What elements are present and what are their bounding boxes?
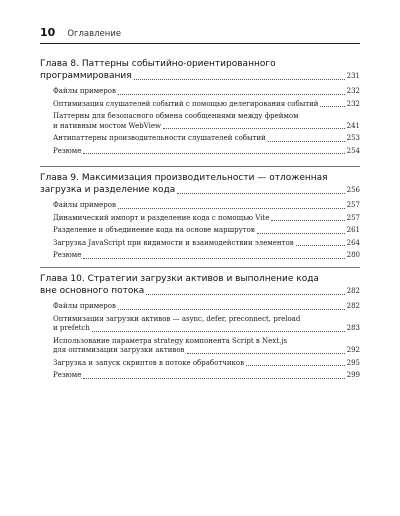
toc-entry[interactable] [53,359,360,369]
entry-title-line: Загрузка JavaScript при видимости и взаимодействии элементов [53,238,294,247]
toc-entry[interactable] [53,100,360,110]
chapter-page-number: 256 [346,186,360,194]
chapter-title-line: Глава 8. Паттерны событийно-ориентированного [40,59,276,69]
chapter-divider [40,267,360,268]
entry-title-line: и prefetch [53,324,90,332]
entry-page-number: 232 [346,99,360,108]
entry-page-number: 295 [346,358,360,367]
chapter-entries [53,87,360,156]
chapter-heading[interactable] [40,273,360,297]
chapter-title-line: вне основного потока [40,286,145,296]
toc-entry[interactable] [53,147,360,157]
dot-leader [296,245,345,246]
dot-leader [257,233,345,234]
dot-leader [146,294,344,295]
dot-leader [177,193,344,194]
entry-page-number: 282 [346,302,360,310]
toc-entry[interactable] [53,134,360,144]
header-rule [40,43,360,44]
entry-title-line: Разделение и объединение кода на основе маршрутов [53,226,255,234]
entry-title-line: Файлы примеров [53,302,116,310]
toc-entry[interactable] [53,112,360,131]
chapter-entries [53,302,360,381]
toc-chapter [40,58,360,159]
entry-title-line: Файлы примеров [53,201,116,209]
chapter-page-number: 282 [346,287,360,295]
entry-page-number: 257 [346,201,360,209]
entry-title-line: Антипаттерны производительности слушателей событий [53,134,266,142]
dot-leader [271,220,344,221]
dot-leader [92,331,345,332]
chapter-heading[interactable] [40,172,360,196]
entry-title-line: Загрузка и запуск скриптов в потоке обработчиков [53,358,245,367]
chapter-title-line: загрузка и разделение кода [40,185,176,195]
entry-title-line: Резюме [53,251,82,259]
chapter-heading[interactable] [40,58,360,82]
toc-entry[interactable] [53,251,360,261]
page-number: 10 [40,26,56,39]
entry-title-line: для оптимизации загрузки активов [53,346,185,354]
dot-leader [246,365,345,366]
chapter-title-line: Глава 9. Максимизация производительности — отложенная [40,173,328,183]
entry-page-number: 257 [346,213,360,222]
entry-title-line: Динамический импорт и разделение кода с помощью Vite [53,213,270,222]
toc-entry[interactable] [53,239,360,249]
entry-title-line: Резюме [53,146,82,155]
entry-page-number: 299 [346,371,360,379]
chapter-divider [40,166,360,167]
toc-entry[interactable] [53,302,360,312]
entry-page-number: 283 [346,324,360,332]
entry-page-number: 280 [346,251,360,259]
chapter-page-number: 231 [346,72,360,80]
entry-page-number: 254 [346,146,360,155]
toc-entry[interactable] [53,226,360,236]
entry-page-number: 241 [346,121,360,130]
toc-entry[interactable] [53,315,360,334]
chapter-title-line: Глава 10. Стратегии загрузки активов и выполнение кода [40,274,319,284]
entry-page-number: 264 [346,238,360,247]
dot-leader [118,94,345,95]
entry-title-line: Оптимизация загрузки активов — async, defer, preconnect, preload [53,314,301,323]
toc-entry[interactable] [53,87,360,97]
entry-title-line: и нативным мостом WebView [53,121,162,130]
toc-entry[interactable] [53,337,360,356]
dot-leader [268,141,345,142]
entry-page-number: 253 [346,134,360,142]
entry-title-line: Использование параметра strategy компонента Script в Next.js [53,336,288,345]
entry-page-number: 232 [346,87,360,95]
dot-leader [118,208,345,209]
toc-chapter [40,273,360,384]
chapter-entries [53,201,360,261]
entry-title-line: Оптимизация слушателей событий с помощью делегирования событий [53,99,319,108]
entry-page-number: 261 [346,226,360,234]
entry-title-line: Файлы примеров [53,87,116,95]
entry-page-number: 292 [346,346,360,354]
dot-leader [320,106,344,107]
dot-leader [187,353,345,354]
toc-entry[interactable] [53,371,360,381]
toc-chapter [40,172,360,264]
dot-leader [83,153,344,154]
dot-leader [83,378,344,379]
entry-title-line: Паттерны для безопасного обмена сообщениями между фреймом [53,112,299,120]
dot-leader [83,258,344,259]
toc-entry[interactable] [53,214,360,224]
running-head: Оглавление [67,29,122,39]
dot-leader [134,79,345,80]
dot-leader [118,309,345,310]
entry-title-line: Резюме [53,371,82,379]
page-header [40,26,360,42]
dot-leader [163,128,345,129]
chapter-title-line: программирования [40,71,132,81]
toc-entry[interactable] [53,201,360,211]
